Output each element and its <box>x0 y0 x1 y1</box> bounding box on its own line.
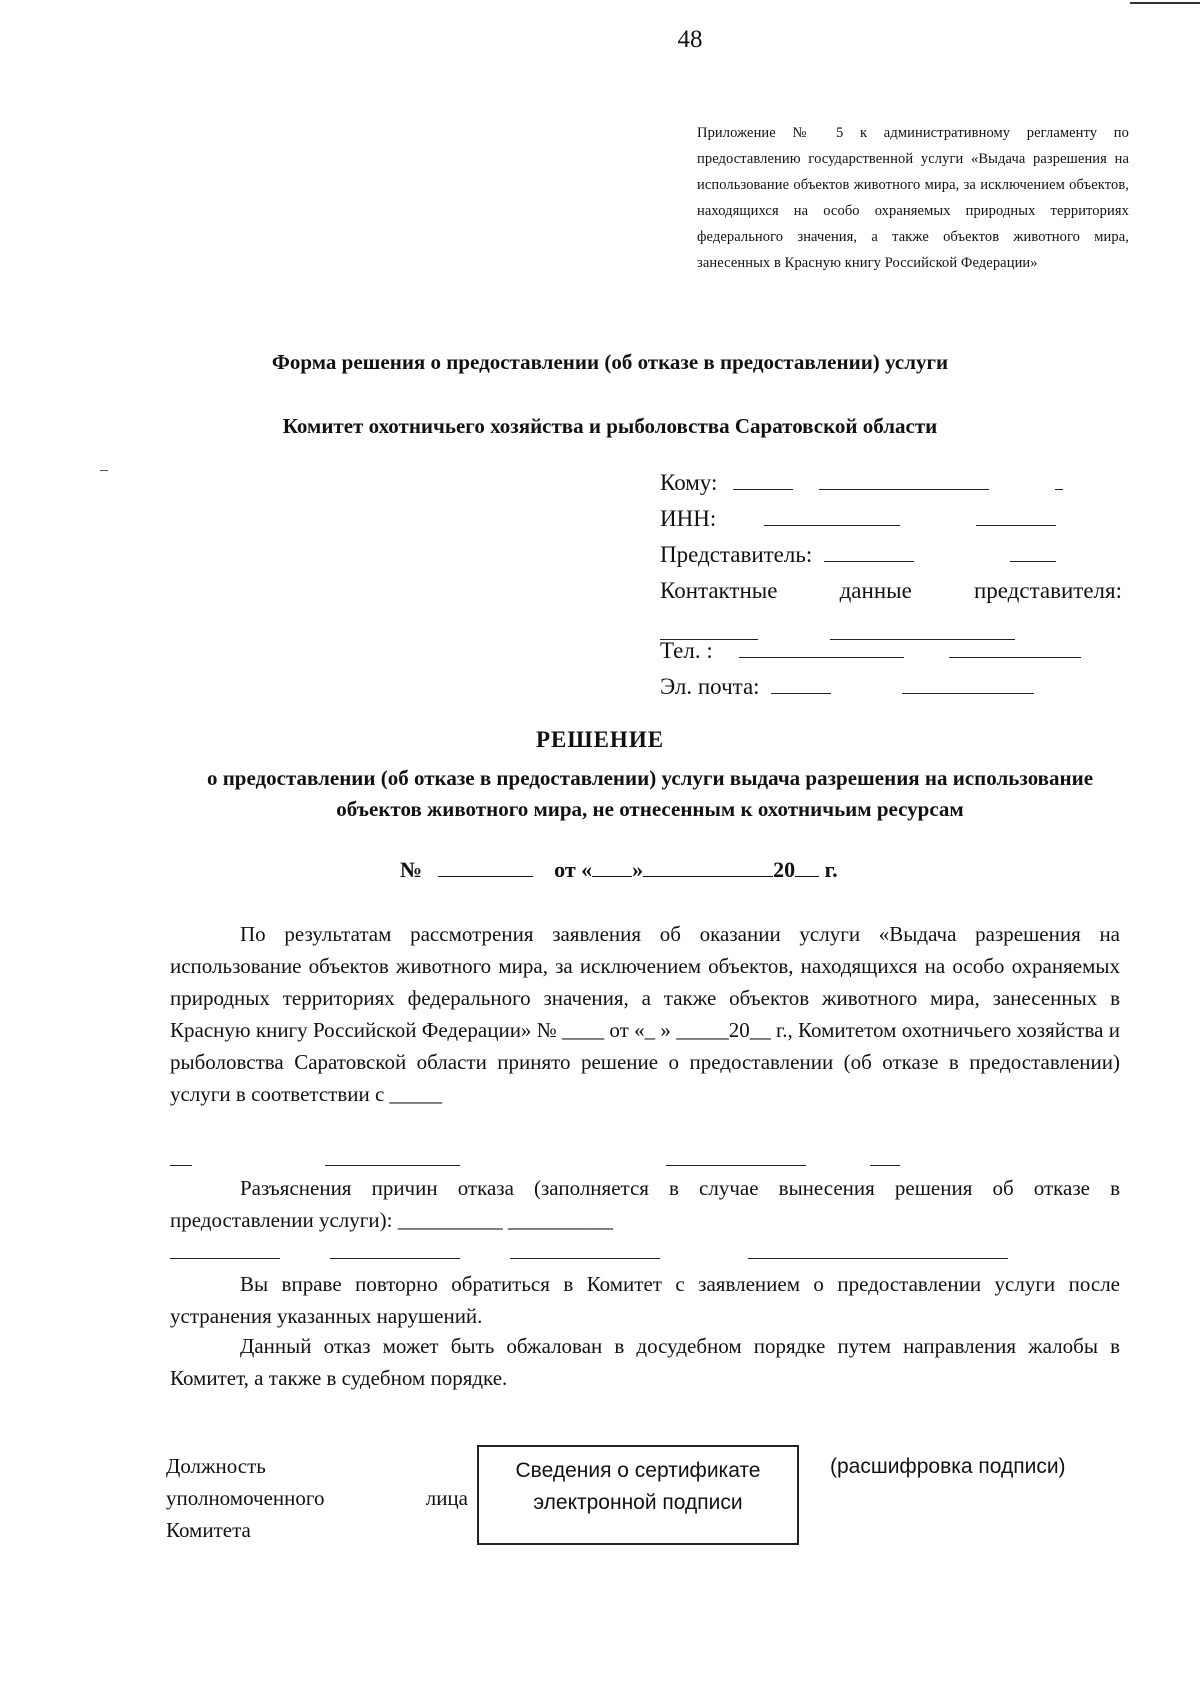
annex-reference: Приложение № 5 к административному регламенту по предоставлению государственной услуги «Выдача разрешения на использование объектов животного мира, за исключением объектов, находящихся на особо охраняемых природных территориях федерального значения, а также объектов животного мира, занесенных в Красную книгу Российской Федерации» <box>697 125 1129 271</box>
signature-decode-label: (расшифровка подписи) <box>830 1455 1066 1478</box>
recipient-contacts-row <box>660 578 1122 604</box>
page-number: 48 <box>677 26 703 53</box>
recipient-inn-label: ИНН: <box>660 506 717 531</box>
certificate-line-2: электронной подписи <box>533 1491 743 1514</box>
decision-from-label: от « <box>554 857 593 882</box>
certificate-line-1: Сведения о сертификате <box>515 1459 761 1482</box>
blank-line <box>739 639 904 658</box>
body-paragraph-appeal: Данный отказ может быть обжалован в досудебном порядке путем направления жалобы в Комитет, а также в судебном порядке. <box>170 1334 1120 1390</box>
recipient-to-label: Кому: <box>660 470 718 495</box>
recipient-inn-row <box>660 506 1056 532</box>
recipient-phone-row <box>660 638 1081 664</box>
scan-mark <box>100 470 108 471</box>
blank-row <box>170 1165 1120 1169</box>
form-title: Форма решения о предоставлении (об отказе в предоставлении) услуги <box>271 350 949 374</box>
decision-number-line <box>400 856 838 883</box>
blank-line <box>748 1258 1008 1259</box>
decision-year-label: 20 <box>773 857 796 882</box>
body-paragraph-reapply: Вы вправе повторно обратиться в Комитет с заявлением о предоставлении услуги после устранения указанных нарушений. <box>170 1272 1120 1328</box>
body-paragraph-results: По результатам рассмотрения заявления об оказании услуги «Выдача разрешения на использование объектов животного мира, за исключением объектов, находящихся на особо охраняемых природных территориях федерального значения, а также объектов животного мира, занесенных в Красную книгу Российской Федерации» № ____ от «_ » _____20__ г., Комитетом охотничьего хозяйства и рыболовства Саратовской области принято решение о предоставлении (об отказе в предоставлении) услуги в соответствии с _____ <box>170 922 1120 1106</box>
body-paragraph-refusal-reasons: Разъяснения причин отказа (заполняется в случае вынесения решения об отказе в предоставлении услуги): __________ __________ <box>170 1176 1120 1232</box>
recipient-to-row <box>660 470 1063 496</box>
recipient-email-row <box>660 674 1034 700</box>
scan-edge-line <box>1130 2 1200 4</box>
blank-line <box>824 543 914 562</box>
blank-line <box>795 856 819 877</box>
blank-line <box>819 471 989 490</box>
position-word-authorized: уполномоченного <box>166 1486 325 1510</box>
decision-subtitle: о предоставлении (об отказе в предоставлении) услуги выдача разрешения на использование объектов животного мира, не отнесенным к охотничьим ресурсам <box>206 766 1094 821</box>
blank-line <box>733 471 793 490</box>
blank-line <box>764 507 900 526</box>
recipient-email-label: Эл. почта: <box>660 674 760 699</box>
decision-number-label: № <box>400 857 423 882</box>
blank-line <box>643 856 773 877</box>
decision-year-suffix: г. <box>819 857 838 882</box>
blank-line <box>1010 543 1056 562</box>
blank-line <box>170 1258 280 1259</box>
blank-line <box>438 856 533 877</box>
blank-line <box>510 1258 660 1259</box>
decision-quote-close: » <box>632 857 644 882</box>
blank-line <box>666 1165 806 1166</box>
blank-line <box>902 675 1034 694</box>
blank-line <box>949 639 1081 658</box>
blank-line <box>976 507 1056 526</box>
committee-name: Комитет охотничьего хозяйства и рыболовства Саратовской области <box>282 414 938 438</box>
blank-line <box>1055 471 1063 490</box>
blank-line <box>330 1258 460 1259</box>
position-line-2 <box>166 1482 468 1514</box>
position-word-person: лица <box>425 1486 468 1510</box>
blank-line <box>592 856 632 877</box>
position-line-1: Должность <box>166 1454 266 1478</box>
blank-line <box>771 675 831 694</box>
blank-line <box>870 1165 900 1166</box>
recipient-contacts-word3: представителя: <box>973 578 1122 603</box>
blank-line <box>325 1165 460 1166</box>
recipient-representative-label: Представитель: <box>660 542 813 567</box>
recipient-representative-row <box>660 542 1056 568</box>
decision-title: РЕШЕНИЕ <box>535 727 665 752</box>
official-position <box>166 1450 468 1546</box>
recipient-contacts-word2: данные <box>839 578 912 603</box>
recipient-contacts-word1: Контактные <box>660 578 778 603</box>
position-line-3: Комитета <box>166 1518 251 1542</box>
blank-row <box>170 1258 1120 1262</box>
recipient-phone-label: Тел. : <box>660 638 713 663</box>
electronic-signature-certificate-box <box>477 1445 799 1545</box>
blank-line <box>170 1165 192 1166</box>
